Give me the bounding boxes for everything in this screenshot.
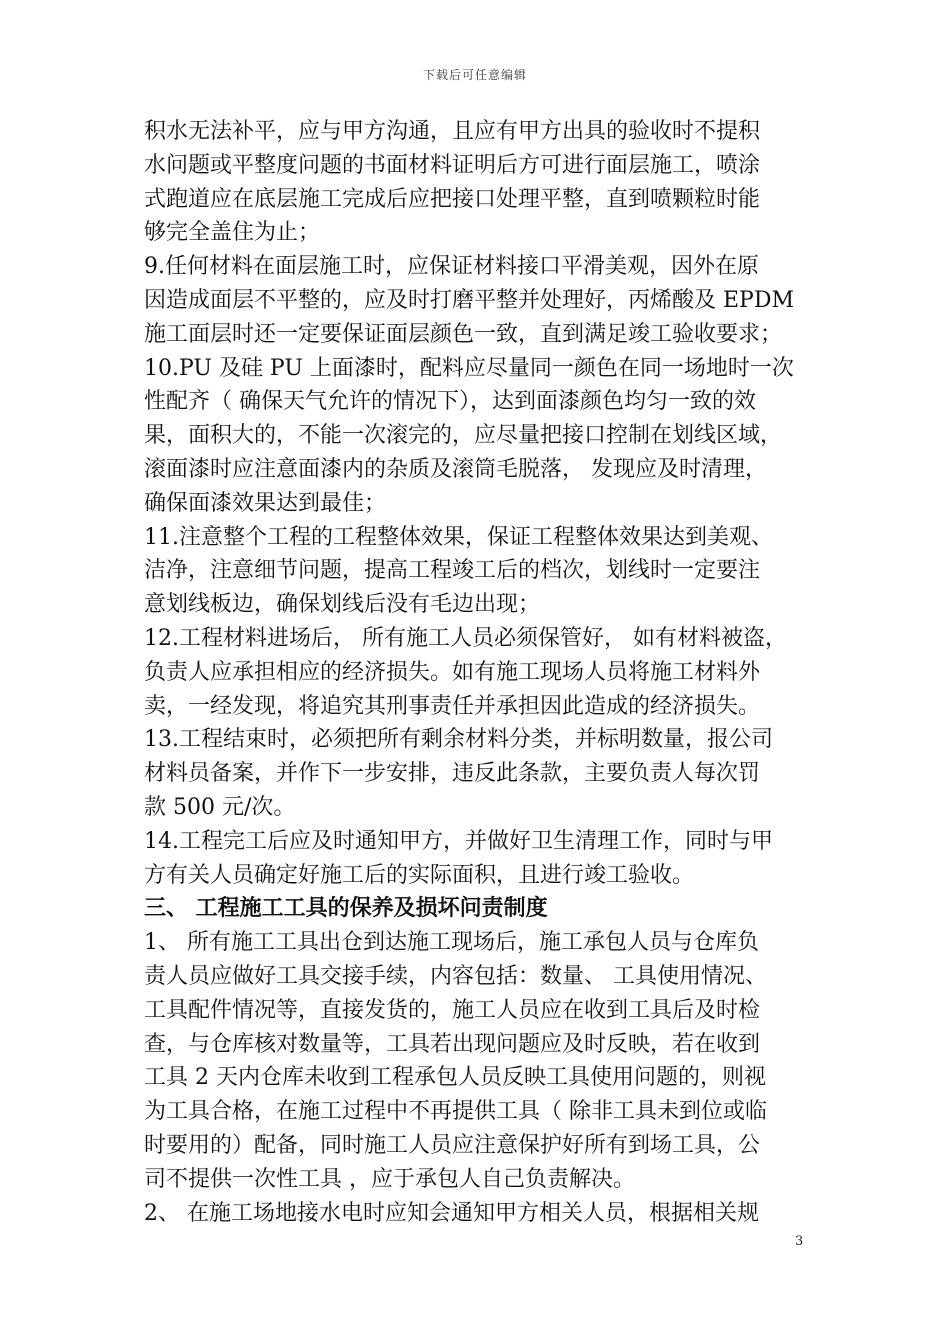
document-body (144, 115, 808, 1230)
paragraph-line: 施工面层时还一定要保证面层颜色一致，直到满足竣工验收要求； (144, 321, 783, 347)
paragraph-line: 为工具合格，在施工过程中不再提供工具（ 除非工具未到位或临 (144, 1099, 767, 1125)
paragraph-line: 时要用的）配备，同时施工人员应注意保护好所有到场工具，公 (144, 1132, 761, 1158)
paragraph-line: 因造成面层不平整的，应及时打磨平整并处理好，丙烯酸及 EPDM (144, 287, 795, 313)
paragraph-line: 式跑道应在底层施工完成后应把接口处理平整，直到喷颗粒时能 (144, 186, 761, 212)
paragraph-line: 材料员备案，并作下一步安排，违反此条款，主要负责人每次罚 (144, 761, 761, 787)
paragraph-line: 积水无法补平，应与甲方沟通，且应有甲方出具的验收时不提积 (144, 119, 761, 144)
paragraph-line: 果，面积大的，不能一次滚完的，应尽量把接口控制在划线区域， (144, 423, 783, 449)
paragraph-line: 12.工程材料进场后， 所有施工人员必须保管好， 如有材料被盗， (144, 625, 787, 651)
paragraph-line: 确保面漆效果达到最佳； (144, 490, 387, 516)
paragraph-line: 11.注意整个工程的工程整体效果，保证工程整体效果达到美观、 (144, 524, 773, 550)
paragraph-line: 13.工程结束时，必须把所有剩余材料分类，并标明数量，报公司 (144, 727, 773, 753)
paragraph-line: 负责人应承担相应的经济损失。如有施工现场人员将施工材料外 (144, 659, 761, 685)
paragraph-line: 滚面漆时应注意面漆内的杂质及滚筒毛脱落， 发现应及时清理， (144, 456, 767, 482)
paragraph-line: 9.任何材料在面层施工时，应保证材料接口平滑美观，因外在原 (144, 254, 759, 280)
section-heading: 三、 工程施工工具的保养及损坏问责制度 (144, 895, 548, 922)
paragraph-line: 10.PU 及硅 PU 上面漆时，配料应尽量同一颜色在同一场地时一次 (144, 355, 794, 381)
paragraph-line: 查，与仓库核对数量等，工具若出现问题应及时反映，若在收到 (144, 1031, 761, 1057)
paragraph-line: 方有关人员确定好施工后的实际面积，且进行竣工验收。 (144, 862, 695, 888)
paragraph-line: 责人员应做好工具交接手续，内容包括：数量、 工具使用情况、 (144, 963, 767, 989)
paragraph-line: 洁净，注意细节问题，提高工程竣工后的档次，划线时一定要注 (144, 558, 761, 584)
paragraph-line: 司不提供一次性工具 ，应于承包人自己负责解决。 (144, 1166, 635, 1192)
paragraph-line: 够完全盖住为止； (144, 220, 321, 246)
paragraph-line: 款 500 元/次。 (144, 794, 296, 820)
paragraph-line: 意划线板边，确保划线后没有毛边出现； (144, 592, 541, 618)
paragraph-line: 2、 在施工场地接水电时应知会通知甲方相关人员，根据相关规 (144, 1200, 759, 1226)
page-header: 下载后可任意编辑 (422, 68, 527, 82)
paragraph-line: 卖，一经发现，将追究其刑事责任并承担因此造成的经济损失。 (144, 693, 761, 719)
paragraph-line: 性配齐（ 确保天气允许的情况下），达到面漆颜色均匀一致的效 (144, 389, 756, 415)
paragraph-line: 水问题或平整度问题的书面材料证明后方可进行面层施工，喷涂 (144, 152, 761, 178)
paragraph-line: 14.工程完工后应及时通知甲方，并做好卫生清理工作，同时与甲 (144, 828, 773, 854)
paragraph-line: 1、 所有施工工具出仓到达施工现场后，施工承包人员与仓库负 (144, 930, 759, 956)
paragraph-line: 工具配件情况等，直接发货的，施工人员应在收到工具后及时检 (144, 997, 761, 1023)
paragraph-line: 工具 2 天内仓库未收到工程承包人员反映工具使用问题的，则视 (144, 1065, 766, 1091)
page-number: 3 (795, 1234, 804, 1249)
